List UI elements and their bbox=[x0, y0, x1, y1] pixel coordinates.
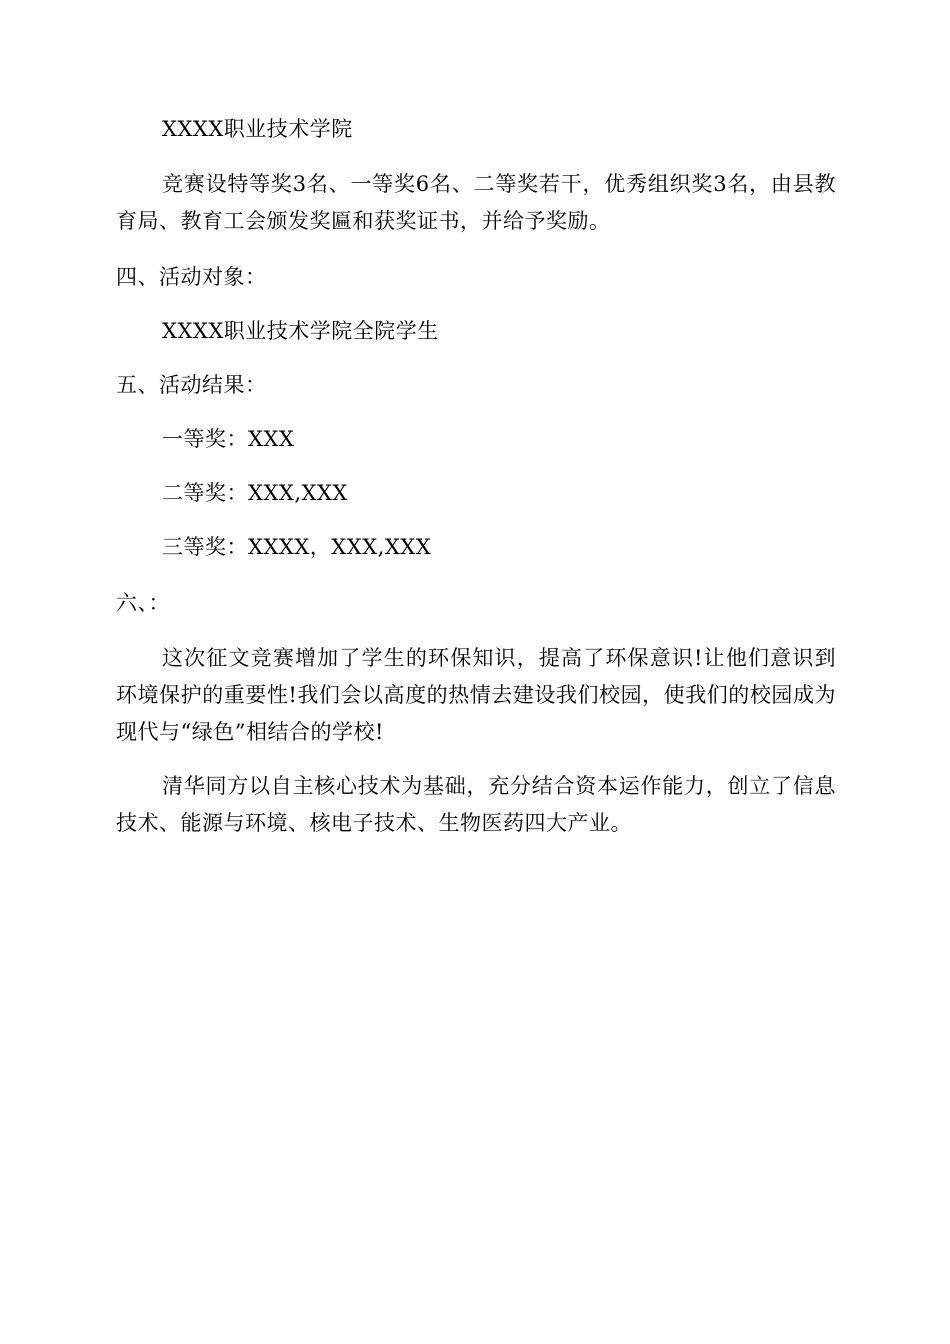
section5-heading: 五、活动结果： bbox=[116, 373, 267, 397]
section4-heading: 四、活动对象： bbox=[116, 265, 267, 289]
summary-paragraph: 这次征文竞赛增加了学生的环保知识，提高了环保意识!让他们意识到环境保护的重要性!我们会以高度的热情去建设我们校园，使我们的校园成为现代与“绿色”相结合的学校! bbox=[116, 646, 836, 744]
org-name-line: XXXX职业技术学院 bbox=[162, 117, 353, 141]
awards-paragraph: 竞赛设特等奖3名、一等奖6名、二等奖若干，优秀组织奖3名，由县教育局、教育工会颁发奖匾和获奖证书，并给予奖励。 bbox=[116, 172, 836, 233]
section4-body: XXXX职业技术学院全院学生 bbox=[162, 319, 439, 343]
result-third-prize: 三等奖：XXXX，XXX,XXX bbox=[162, 535, 432, 559]
section6-heading: 六、： bbox=[116, 591, 170, 615]
closing-paragraph: 清华同方以自主核心技术为基础，充分结合资本运作能力，创立了信息技术、能源与环境、核电子技术、生物医药四大产业。 bbox=[116, 774, 836, 835]
result-second-prize: 二等奖：XXX,XXX bbox=[162, 481, 348, 505]
result-first-prize: 一等奖：XXX bbox=[162, 427, 295, 451]
